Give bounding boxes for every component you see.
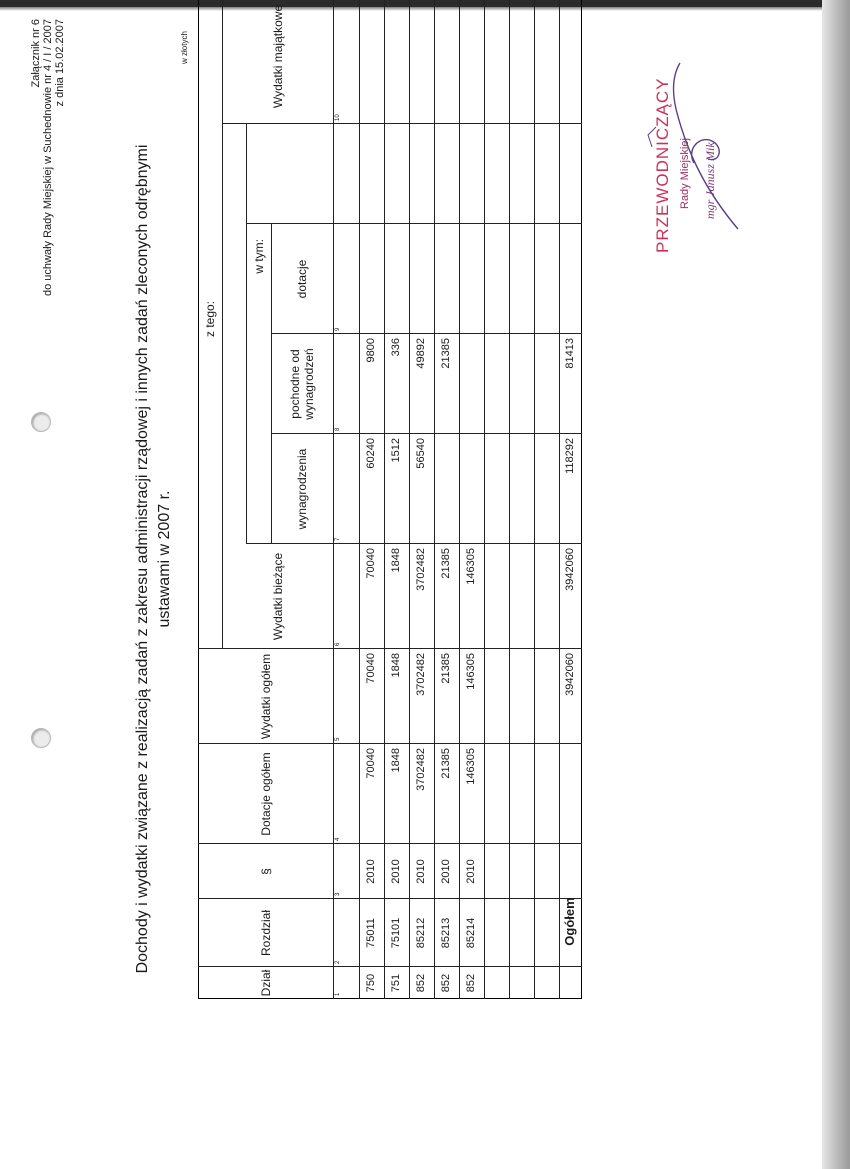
cell-biezace: 70040 — [365, 548, 377, 579]
cell-wynagrodzenia: 60240 — [365, 438, 377, 469]
cell-dotacje: 70040 — [365, 748, 377, 779]
row-line — [384, 0, 385, 999]
col-number: 3 — [335, 892, 341, 896]
total-label: Ogółem — [562, 897, 577, 946]
table-border — [581, 0, 582, 999]
cell-dotacje: 146305 — [465, 748, 477, 785]
annex-resolution: do uchwały Rady Miejskiej w Suchednowie nr 4 / I / 2007 — [42, 19, 54, 296]
col-number: 7 — [335, 537, 341, 541]
header-w-tym: w tym: — [251, 239, 266, 274]
cell-rozdzial: 85214 — [465, 917, 477, 949]
cell-pochodne: 21385 — [440, 338, 452, 369]
stamp-subtitle: Rady Miejskiej — [679, 138, 691, 209]
col-number: 2 — [335, 960, 341, 964]
header-wydatki-majatkowe: Wydatki majątkowe — [270, 4, 285, 109]
cell-dzial: 852 — [465, 973, 477, 993]
header-line — [333, 0, 334, 999]
cell-wynagrodzenia: 56540 — [415, 438, 427, 469]
stamp-name: mgr Janusz Mik — [703, 142, 717, 219]
cell-paragraf: 2010 — [365, 859, 377, 884]
col-number: 9 — [335, 327, 341, 331]
cell-dzial: 852 — [415, 973, 427, 993]
cell-rozdzial: 85212 — [415, 917, 427, 949]
header-pochodne: pochodne od wynagrodzeń — [288, 348, 316, 420]
cell-dzial: 852 — [440, 973, 452, 993]
cell-pochodne: 336 — [390, 338, 402, 357]
cell-wydatki: 70040 — [365, 653, 377, 684]
cell-biezace: 3702482 — [415, 548, 427, 591]
cell-biezace: 1848 — [390, 548, 402, 573]
cell-dotacje: 3702482 — [415, 748, 427, 791]
stamp-title: PRZEWODNICZĄCY — [653, 77, 672, 253]
cell-rozdzial: 75011 — [365, 918, 377, 948]
col-number: 4 — [335, 837, 341, 841]
cell-wydatki: 21385 — [440, 653, 452, 684]
cell-rozdzial: 75101 — [390, 917, 402, 949]
row-line — [359, 0, 360, 999]
budget-table — [198, 0, 582, 999]
row-line — [509, 0, 510, 999]
header-dotacje-ogolem: Dotacje ogółem — [258, 752, 273, 836]
header-wynagrodzenia: wynagrodzenia — [295, 448, 309, 530]
col-number: 1 — [335, 992, 341, 996]
cell-paragraf: 2010 — [390, 859, 402, 884]
header-rozdzial: Rozdział — [258, 909, 273, 957]
document-title — [132, 119, 176, 999]
cell-dotacje: 21385 — [440, 748, 452, 779]
row-line — [409, 0, 410, 999]
total-wynagrodzenia: 118292 — [564, 438, 576, 474]
chairman-stamp — [620, 0, 760, 259]
annex-date: z dnia 15.02.2007 — [54, 19, 66, 107]
header-paragraf: § — [258, 868, 273, 875]
cell-paragraf: 2010 — [440, 859, 452, 884]
row-line — [534, 0, 535, 999]
header-wydatki-ogolem: Wydatki ogółem — [258, 653, 273, 740]
cell-wydatki: 1848 — [390, 653, 402, 678]
title-line-1: Dochody i wydatki związane z realizacją zadań z zakresu administracji rządowej i innych zadań zleconych odrębnymi — [134, 144, 151, 974]
annex-number: Załącznik nr 6 — [30, 19, 42, 88]
cell-paragraf: 2010 — [415, 859, 427, 884]
col-number: 5 — [335, 737, 341, 741]
cell-biezace: 146305 — [465, 548, 477, 585]
cell-dzial: 751 — [390, 973, 402, 993]
header-dotacje: dotacje — [295, 259, 309, 299]
cell-wynagrodzenia: 1512 — [390, 438, 402, 463]
total-pochodne: 81413 — [564, 338, 576, 369]
row-line — [484, 0, 485, 999]
cell-rozdzial: 85213 — [440, 917, 452, 949]
cell-dzial: 750 — [365, 973, 377, 993]
header-z-tego: z tego: — [203, 300, 217, 338]
header-dzial: Dział — [258, 969, 273, 997]
row-line — [434, 0, 435, 999]
col-number: 10 — [335, 114, 341, 121]
cell-biezace: 21385 — [440, 548, 452, 579]
cell-pochodne: 49892 — [415, 338, 427, 369]
cell-wydatki: 3702482 — [415, 653, 427, 696]
total-wydatki: 3942060 — [564, 653, 576, 696]
col-number: 8 — [335, 427, 341, 431]
cell-paragraf: 2010 — [465, 859, 477, 884]
col-number: 6 — [335, 642, 341, 646]
row-line — [459, 0, 460, 999]
unit-label: w złotych — [180, 31, 189, 64]
total-biezace: 3942060 — [564, 548, 576, 591]
cell-pochodne: 9800 — [365, 338, 377, 363]
header-wydatki-biezace: Wydatki bieżące — [270, 552, 285, 641]
cell-wydatki: 146305 — [465, 653, 477, 690]
cell-dotacje: 1848 — [390, 748, 402, 773]
title-line-2: ustawami w 2007 r. — [156, 490, 173, 628]
